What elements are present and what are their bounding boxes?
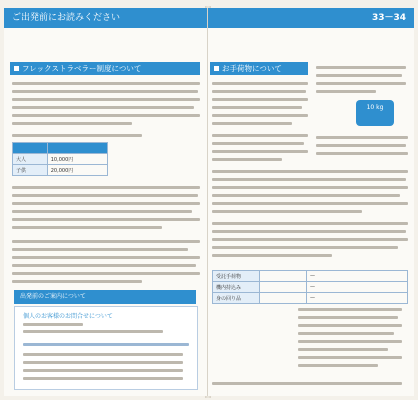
left-page-header: ご出発前にお読みください [4,8,207,28]
contact-bar: 出発前のご案内について [14,290,196,304]
baggage-detail-table [212,270,408,304]
table-cell-label: 子供 [13,165,48,176]
table-cell-value: 20,000円 [47,165,107,176]
page-number-bar: 33－34 [208,8,414,28]
table-cell-item [260,282,307,293]
flex-traveler-heading: フレックストラベラー制度について [10,62,200,75]
table-row [13,154,108,165]
table-cell-note: — [307,271,408,282]
table-cell-category: 身の回り品 [213,293,260,304]
table-cell-note: — [307,282,408,293]
contact-box [14,306,198,390]
table-row [213,282,408,293]
table-cell-note: — [307,293,408,304]
table-cell-item [260,271,307,282]
table-cell-value: 10,000円 [47,154,107,165]
compensation-table [12,142,108,176]
table-cell-item [260,293,307,304]
table-row [13,165,108,176]
bag-weight-label: 10 kg [366,104,384,111]
table-header-row [13,143,108,154]
baggage-illustration [356,100,394,126]
table-cell-category: 機内持込み [213,282,260,293]
table-cell-label: 大人 [13,154,48,165]
left-page [4,8,208,396]
baggage-heading: お手荷物について [210,62,308,75]
right-page [208,8,414,396]
contact-title: 個人のお客様のお問合せについて [23,313,113,320]
table-row [213,271,408,282]
table-cell-category: 受託手荷物 [213,271,260,282]
table-row [213,293,408,304]
